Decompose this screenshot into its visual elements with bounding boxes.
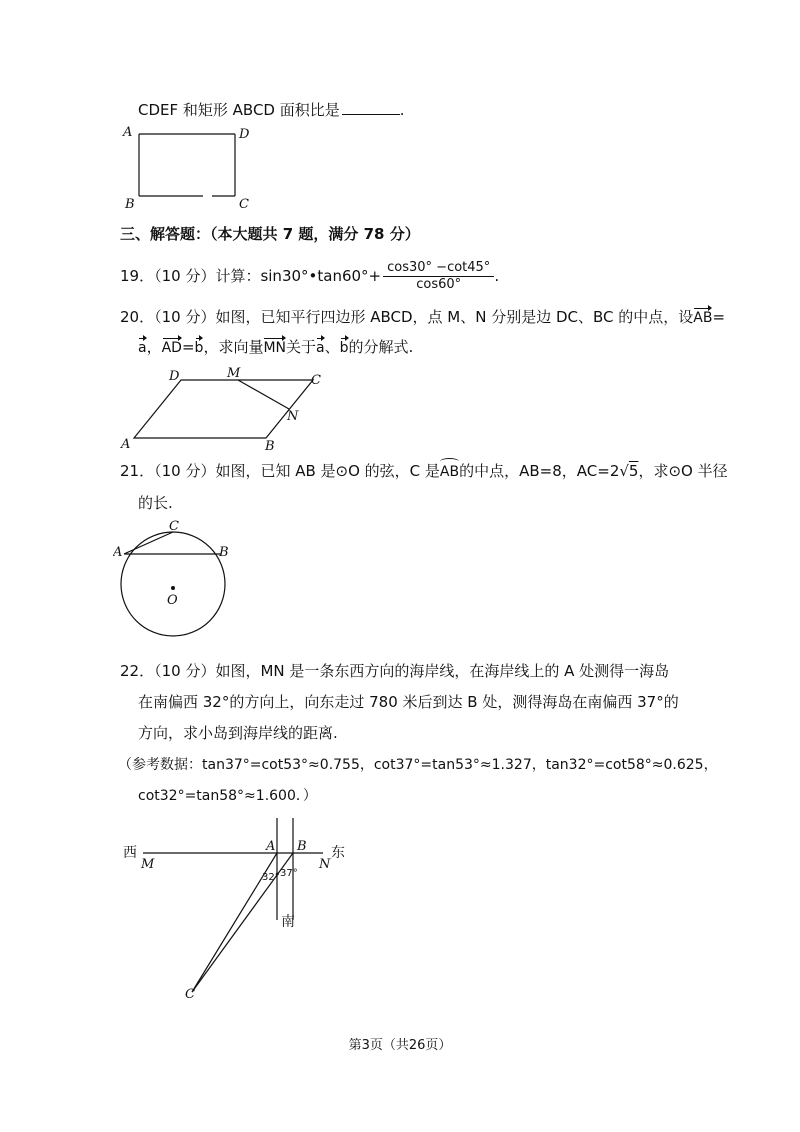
sqrt-radicand: 5	[628, 462, 639, 480]
angle-label-32: 32°	[262, 872, 280, 883]
q20-rel: 关于	[286, 338, 317, 356]
label-c: C	[239, 197, 249, 212]
q20-eq2: =	[181, 338, 195, 356]
label-a: A	[266, 839, 276, 854]
label-a: A	[123, 125, 133, 140]
center-point	[171, 586, 175, 590]
label-east: 东	[331, 845, 345, 861]
label-c: C	[311, 373, 321, 388]
q18-text	[138, 100, 405, 120]
figure-parallelogram	[115, 364, 335, 452]
q20-text: 20．（10 分）如图，已知平行四边形 ABCD，点 M、N 分别是边 DC、BC 的中点，设	[120, 308, 694, 326]
vector-a: a	[138, 340, 147, 356]
q18-period: .	[399, 101, 405, 119]
vector-a-2: a	[316, 340, 325, 356]
angle-label-37: 37°	[280, 868, 298, 879]
label-a: A	[113, 545, 123, 560]
q19-expr: sin30°•tan60°+	[260, 267, 382, 285]
label-b: B	[265, 439, 275, 452]
label-m: M	[141, 857, 155, 872]
q19	[120, 260, 499, 293]
circle-o	[121, 532, 225, 636]
label-a: A	[121, 437, 131, 452]
q22-line2: 在南偏西 32°的方向上，向东走过 780 米后到达 B 处，测得海岛在南偏西 37°的	[138, 693, 679, 711]
q21-text-c: ，求⊙O 半径	[638, 462, 728, 480]
label-south: 南	[281, 914, 295, 930]
sqrt-symbol: √	[619, 462, 629, 480]
fraction-denominator: cos60°	[416, 277, 462, 292]
fraction-numerator: cos30° −cot45°	[383, 260, 494, 277]
q18-text-body: CDEF 和矩形 ABCD 面积比是	[138, 101, 340, 119]
label-c: C	[185, 987, 195, 1002]
vector-ad: AD	[161, 340, 182, 356]
vector-ab: AB	[693, 310, 713, 326]
segment-mn	[238, 380, 289, 409]
label-o: O	[167, 593, 178, 608]
q20-mid: ，求向量	[203, 338, 264, 356]
q20-line1	[120, 307, 725, 328]
section-title: 三、解答题：（本大题共 7 题，满分 78 分）	[120, 225, 420, 243]
label-c: C	[169, 519, 179, 534]
figure-circle	[113, 518, 238, 640]
q21-line1	[120, 461, 728, 482]
page-footer: 第3页（共26页）	[348, 1038, 452, 1053]
q21-text-b: 的中点，AB=8，AC=2	[459, 462, 620, 480]
q22-ref1: （参考数据：tan37°=cot53°≈0.755，cot37°=tan53°≈1.327，tan32°=cot58°≈0.625，	[118, 757, 718, 773]
arc-ab: AB	[439, 464, 460, 480]
answer-blank[interactable]	[342, 100, 400, 115]
q22-line1: 22．（10 分）如图，MN 是一条东西方向的海岸线，在海岸线上的 A 处测得一海岛	[120, 662, 670, 680]
figure-rectangle-abcd	[115, 122, 265, 214]
vector-b-2: b	[339, 340, 349, 356]
q19-number: 19．（10 分）计算：	[120, 267, 261, 285]
label-west: 西	[123, 845, 137, 861]
q20-comma: 、	[324, 338, 340, 356]
q22-line3: 方向，求小岛到海岸线的距离.	[138, 724, 338, 742]
q20-sep: ，	[146, 338, 162, 356]
label-n: N	[287, 409, 299, 424]
q19-period: .	[494, 267, 500, 285]
label-d: D	[239, 127, 250, 142]
q21-text-a: 21．（10 分）如图，已知 AB 是⊙O 的弦，C 是	[120, 462, 440, 480]
q22-ref2: cot32°=tan58°≈1.600．）	[138, 788, 317, 804]
segment-ac	[124, 532, 173, 554]
q20-end: 的分解式.	[348, 338, 414, 356]
label-d: D	[169, 369, 180, 384]
label-n: N	[319, 857, 331, 872]
q20-line2	[138, 337, 413, 358]
label-b: B	[125, 197, 135, 212]
figure-coastline	[115, 810, 360, 1002]
q19-fraction	[383, 260, 494, 293]
label-m: M	[227, 366, 241, 381]
q21-line2: 的长.	[138, 494, 173, 512]
vector-b: b	[194, 340, 204, 356]
q20-eq1: =	[712, 308, 726, 326]
vector-mn: MN	[263, 340, 287, 356]
label-b: B	[219, 545, 229, 560]
label-b: B	[297, 839, 307, 854]
